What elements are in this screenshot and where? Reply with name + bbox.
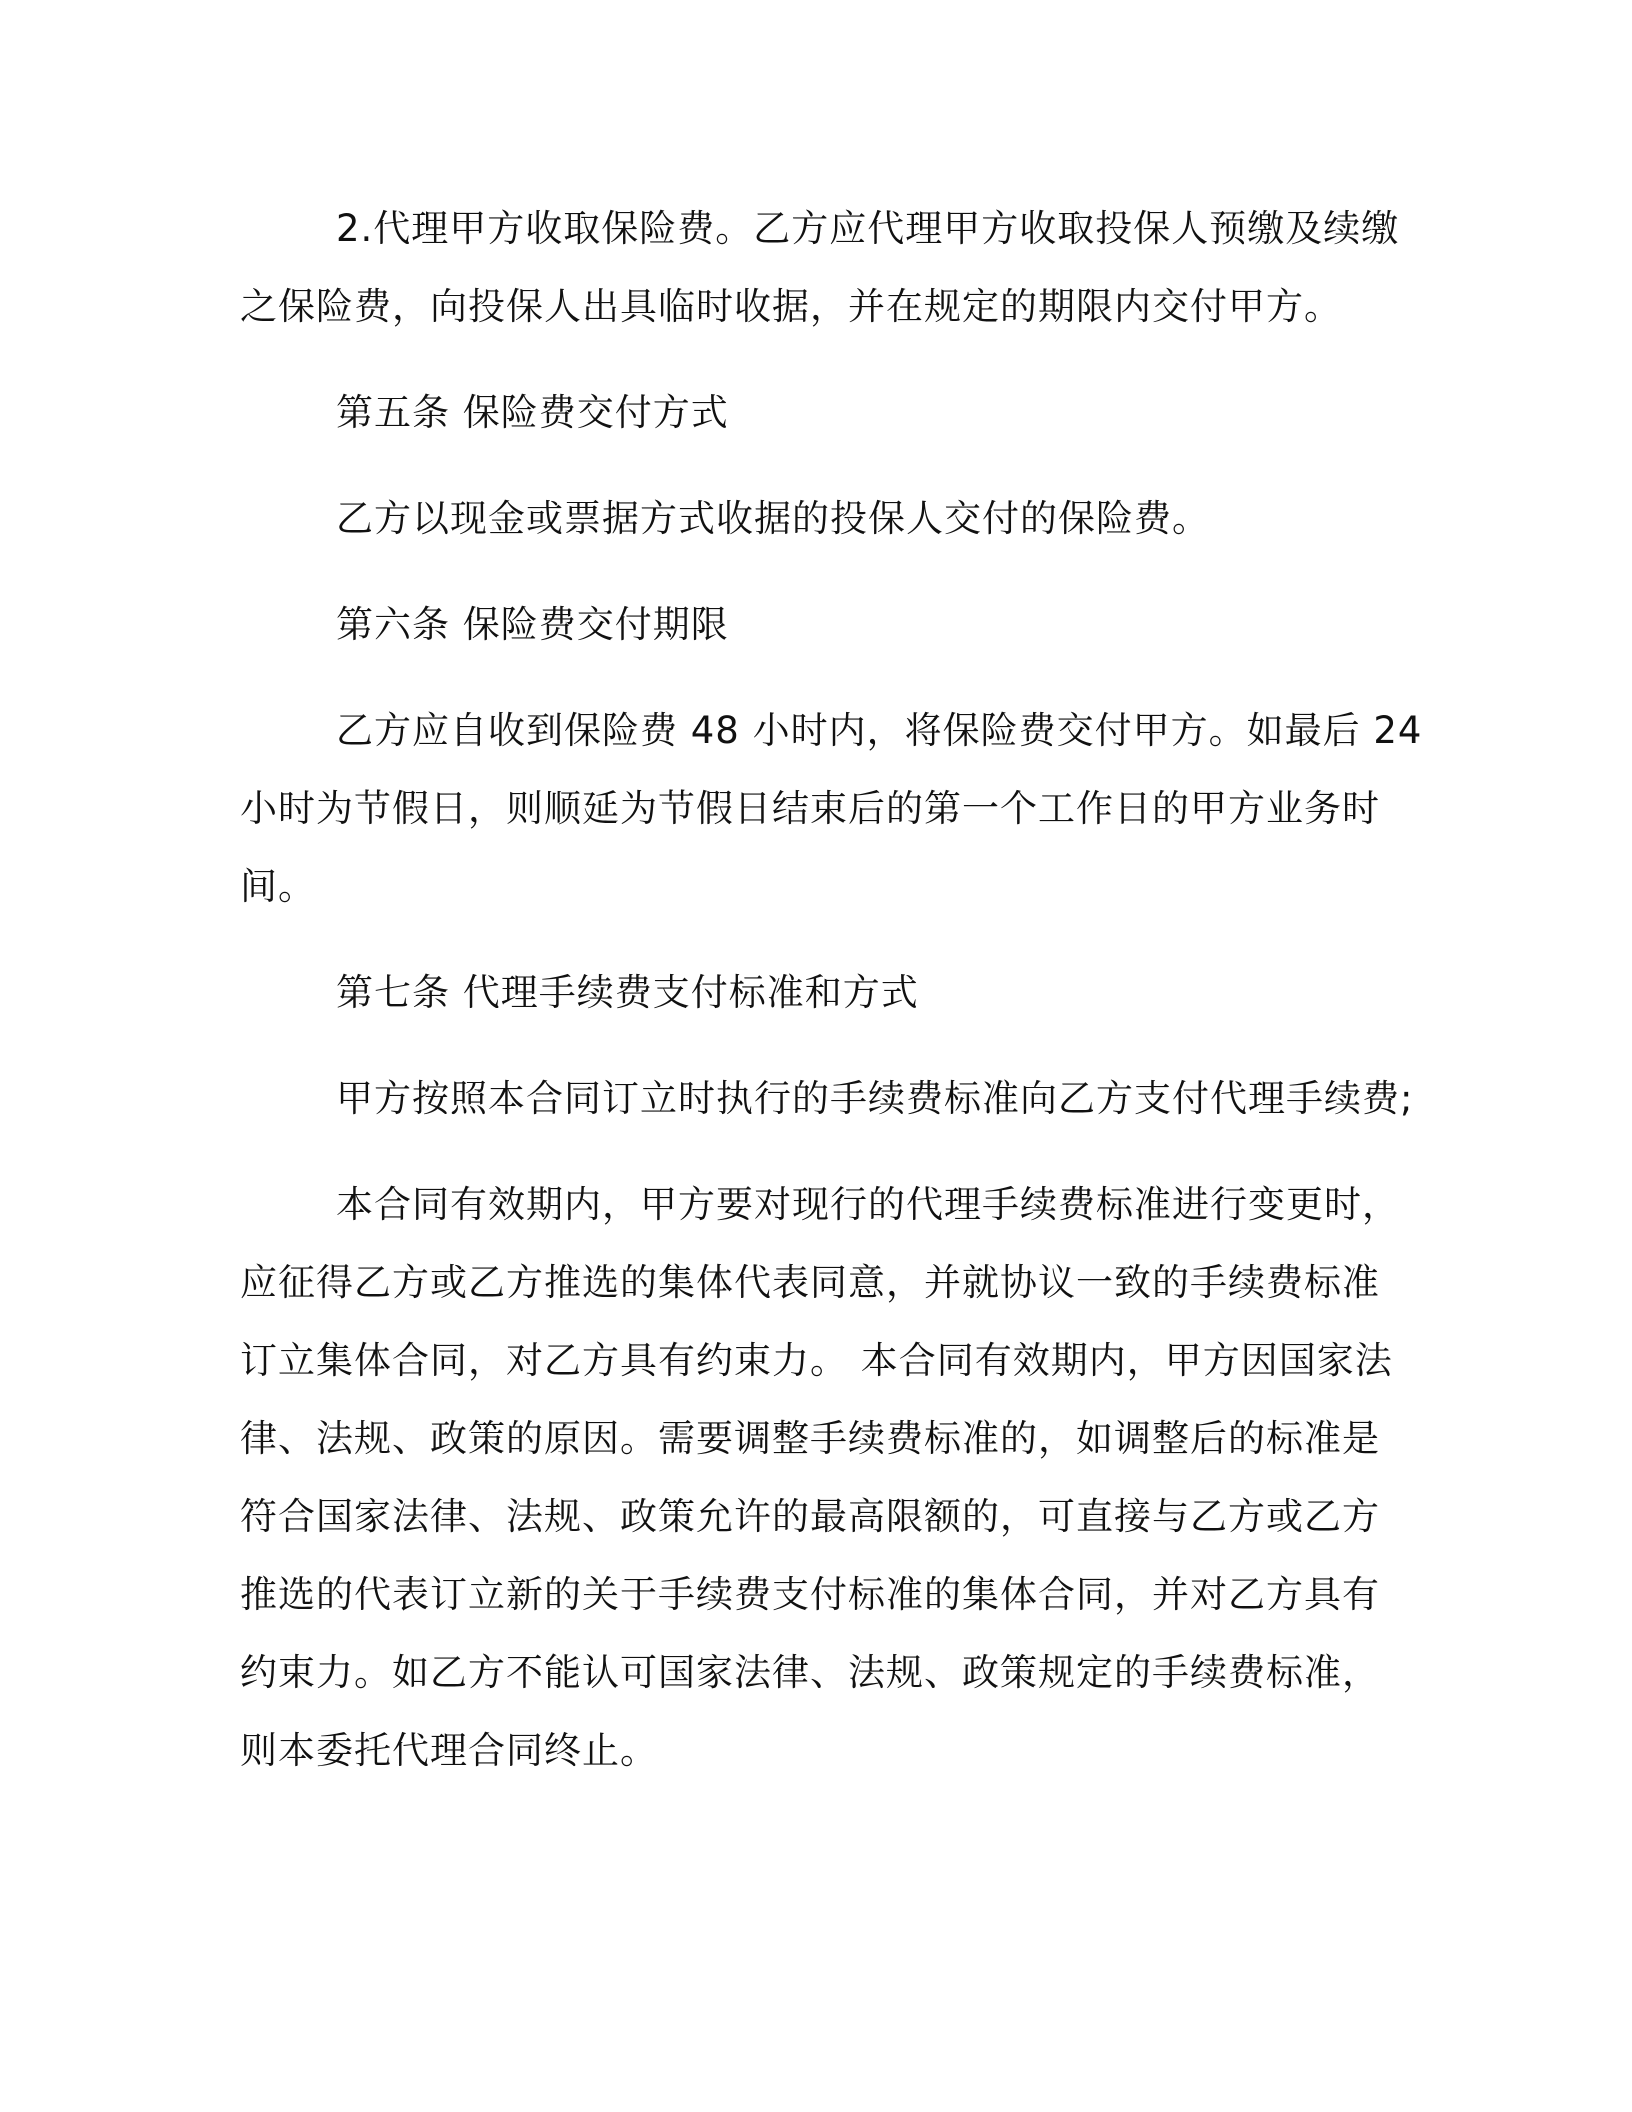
paragraph-line: 之保险费，向投保人出具临时收据，并在规定的期限内交付甲方。 [240,285,1342,328]
paragraph-line: 乙方应自收到保险费 48 小时内，将保险费交付甲方。如最后 24 [336,709,1423,752]
paragraph-line: 小时为节假日，则顺延为节假日结束后的第一个工作日的甲方业务时 [240,787,1380,830]
paragraph-line: 符合国家法律、法规、政策允许的最高限额的，可直接与乙方或乙方 [240,1495,1380,1538]
paragraph-line: 律、法规、政策的原因。需要调整手续费标准的，如调整后的标准是 [240,1417,1380,1460]
paragraph-line: 间。 [240,865,316,908]
paragraph-line: 甲方按照本合同订立时执行的手续费标准向乙方支付代理手续费; [336,1077,1414,1120]
paragraph-line: 2.代理甲方收取保险费。乙方应代理甲方收取投保人预缴及续缴 [336,207,1400,250]
paragraph-fee-change [240,1166,1400,1790]
heading-line: 第六条 保险费交付期限 [336,603,729,646]
paragraph-payment-method [240,480,1400,558]
heading-line: 第七条 代理手续费支付标准和方式 [336,971,919,1014]
paragraph-line: 乙方以现金或票据方式收据的投保人交付的保险费。 [336,497,1210,540]
paragraph-line: 应征得乙方或乙方推选的集体代表同意，并就协议一致的手续费标准 [240,1261,1380,1304]
paragraph-fee-payment [240,1060,1414,1138]
heading-line: 第五条 保险费交付方式 [336,391,729,434]
paragraph-line: 订立集体合同，对乙方具有约束力。 本合同有效期内，甲方因国家法 [240,1339,1393,1382]
paragraph-line: 本合同有效期内，甲方要对现行的代理手续费标准进行变更时， [336,1183,1400,1226]
paragraph-line: 则本委托代理合同终止。 [240,1729,658,1772]
document-body [240,190,1423,1790]
paragraph-line: 约束力。如乙方不能认可国家法律、法规、政策规定的手续费标准， [240,1651,1380,1694]
paragraph-premium-collection [240,190,1400,346]
paragraph-payment-deadline [240,692,1423,926]
article-6-heading [240,586,1400,664]
article-5-heading [240,374,1400,452]
article-7-heading [240,954,1400,1032]
paragraph-line: 推选的代表订立新的关于手续费支付标准的集体合同，并对乙方具有 [240,1573,1380,1616]
